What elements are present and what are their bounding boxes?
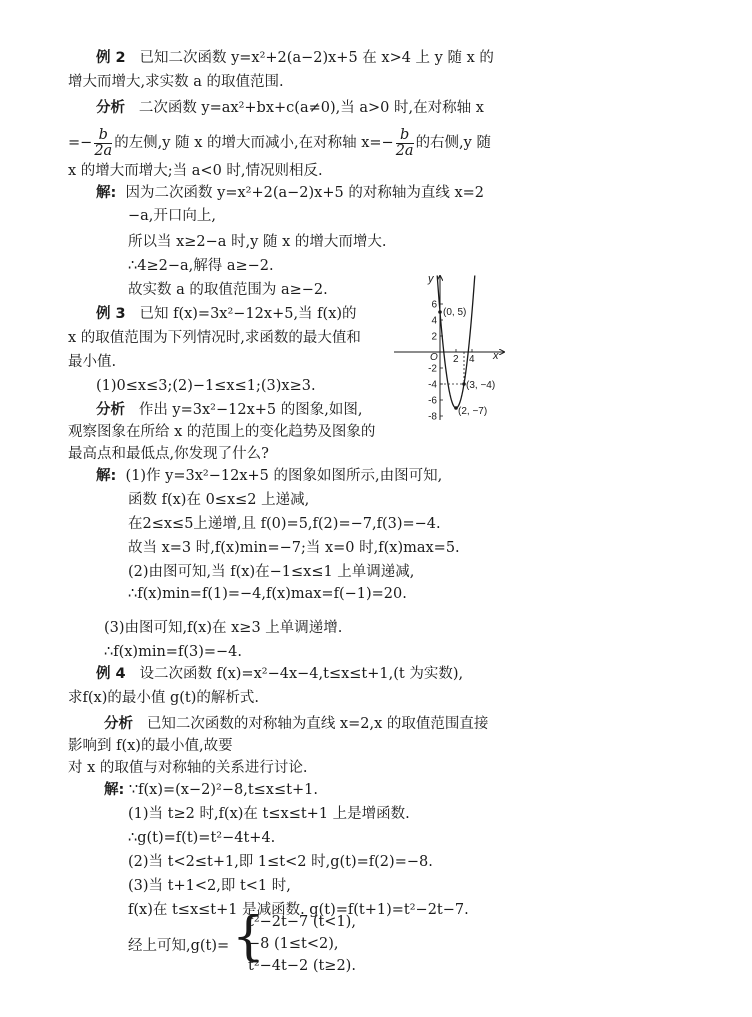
- example-4-q2: 求f(x)的最小值 g(t)的解析式.: [68, 690, 259, 706]
- example-3-s2: 函数 f(x)在 0≤x≤2 上递减,: [128, 492, 310, 508]
- example-3-q2: x 的取值范围为下列情况时,求函数的最大值和: [68, 330, 361, 346]
- example-2-q1: 已知二次函数 y=x²+2(a−2)x+5 在 x>4 上 y 随 x 的: [139, 50, 494, 66]
- y-tick-label: 6: [431, 299, 437, 311]
- example-3-analysis-a3: 最高点和最低点,你发现了什么?: [68, 446, 269, 462]
- example-4-analysis-line-1: [104, 714, 488, 734]
- y-tick-label: -6: [428, 395, 437, 407]
- y-tick-label: -4: [428, 379, 437, 391]
- example-3-s8: ∴f(x)min=f(3)=−4.: [104, 644, 242, 660]
- analysis-a2-post: 的右侧,y 随: [415, 135, 491, 151]
- analysis-label: 分析: [96, 100, 125, 116]
- solution-label: 解:: [96, 468, 117, 484]
- example-4-s6: f(x)在 t≤x≤t+1 是减函数. g(t)=f(t+1)=t²−2t−7.: [128, 902, 469, 918]
- piecewise-case-1: t²−2t−7 (t<1),: [248, 914, 356, 930]
- example-3-q4: (1)0≤x≤3;(2)−1≤x≤1;(3)x≥3.: [96, 378, 316, 394]
- point-label-2-neg7: (2, −7): [458, 406, 488, 417]
- example-3-solution-line-1: [96, 466, 442, 486]
- example-3-s4: 故当 x=3 时,f(x)min=−7;当 x=0 时,f(x)max=5.: [128, 540, 460, 556]
- example-3-q3: 最小值.: [68, 354, 117, 370]
- example-3-s3: 在2≤x≤5上递增,且 f(0)=5,f(2)=−7,f(3)=−4.: [128, 516, 441, 532]
- example-3-s5: (2)由图可知,当 f(x)在−1≤x≤1 上单调递减,: [128, 564, 415, 580]
- example-3-question-line-1: [96, 304, 357, 324]
- piecewise-case-3: t²−4t−2 (t≥2).: [248, 958, 356, 974]
- example-3-analysis-line-1: [96, 400, 362, 420]
- example-2-s2: −a,开口向上,: [128, 208, 217, 224]
- example-3-analysis-a1: 作出 y=3x²−12x+5 的图象,如图,: [138, 402, 363, 418]
- y-axis-label: y: [428, 273, 434, 285]
- example-3-q1: 已知 f(x)=3x²−12x+5,当 f(x)的: [139, 306, 357, 322]
- example-2-s1: 因为二次函数 y=x²+2(a−2)x+5 的对称轴为直线 x=2: [125, 185, 485, 201]
- example-3-s7: (3)由图可知,f(x)在 x≥3 上单调递增.: [104, 620, 343, 636]
- example-4-s3: ∴g(t)=f(t)=t²−4t+4.: [128, 830, 276, 846]
- example-4-s5: (3)当 t+1<2,即 t<1 时,: [128, 878, 291, 894]
- example-4-question-line-1: [96, 664, 463, 684]
- analysis-label: 分析: [96, 402, 125, 418]
- y-tick-label: 4: [431, 315, 437, 327]
- example-2-s3: 所以当 x≥2−a 时,y 随 x 的增大而增大.: [128, 234, 387, 250]
- example-4-s4: (2)当 t<2≤t+1,即 1≤t<2 时,g(t)=f(2)=−8.: [128, 854, 433, 870]
- example-3-s1: (1)作 y=3x²−12x+5 的图象如图所示,由图可知,: [125, 468, 443, 484]
- example-3-s6: ∴f(x)min=f(1)=−4,f(x)max=f(−1)=20.: [128, 586, 407, 602]
- parabola-graph: [392, 266, 516, 426]
- y-tick-label: -2: [428, 363, 437, 375]
- example-4-analysis-a1: 已知二次函数的对称轴为直线 x=2,x 的取值范围直接: [146, 716, 489, 732]
- origin-label: O: [430, 352, 438, 363]
- example-2-analysis-a3: x 的增大而增大;当 a<0 时,情况则相反.: [68, 163, 323, 179]
- example-2-s4: ∴4≥2−a,解得 a≥−2.: [128, 258, 274, 274]
- example-3-label: 例 3: [96, 306, 126, 322]
- example-4-s7: 经上可知,g(t)=: [128, 938, 230, 954]
- example-2-label: 例 2: [96, 50, 126, 66]
- example-4-s1: ∵f(x)=(x−2)²−8,t≤x≤t+1.: [128, 782, 318, 798]
- fraction-b-over-2a-2: [396, 128, 414, 159]
- y-tick-label: 2: [431, 331, 437, 343]
- x-tick-label: 2: [453, 354, 459, 365]
- solution-label: 解:: [96, 185, 117, 201]
- point-label-0-5: (0, 5): [443, 307, 467, 318]
- example-2-analysis-line-1: [96, 98, 484, 118]
- example-4-s2: (1)当 t≥2 时,f(x)在 t≤x≤t+1 上是增函数.: [128, 806, 410, 822]
- example-2-solution-line-1: [96, 183, 484, 203]
- example-4-q1: 设二次函数 f(x)=x²−4x−4,t≤x≤t+1,(t 为实数),: [139, 666, 464, 682]
- y-tick-label: -8: [428, 411, 437, 423]
- example-4-analysis-a3: 对 x 的取值与对称轴的关系进行讨论.: [68, 760, 308, 776]
- analysis-a2-pre: =−: [68, 135, 93, 151]
- fraction-b-over-2a: [94, 128, 112, 159]
- solution-label: 解:: [104, 782, 125, 798]
- example-2-question-line-1: [96, 48, 494, 68]
- point-0-5: [438, 310, 442, 314]
- example-4-analysis-a2: 影响到 f(x)的最小值,故要: [68, 738, 233, 754]
- point-label-3-neg4: (3, −4): [466, 380, 496, 391]
- example-4-label: 例 4: [96, 666, 126, 682]
- fraction-denominator: 2a: [395, 142, 414, 159]
- example-3-analysis-a2: 观察图象在所给 x 的范围上的变化趋势及图象的: [68, 424, 376, 440]
- analysis-a2-mid: 的左侧,y 随 x 的增大而减小,在对称轴 x=−: [114, 135, 394, 151]
- piecewise-brace: {: [232, 907, 266, 967]
- example-2-q2: 增大而增大,求实数 a 的取值范围.: [68, 74, 284, 90]
- analysis-label: 分析: [104, 716, 133, 732]
- example-2-analysis-line-2: [68, 126, 491, 160]
- piecewise-case-2: −8 (1≤t<2),: [248, 936, 339, 952]
- fraction-numerator: b: [396, 128, 414, 144]
- fraction-numerator: b: [94, 128, 112, 144]
- fraction-denominator: 2a: [94, 142, 113, 159]
- x-tick-label: 4: [469, 354, 475, 365]
- x-axis-label: x: [493, 350, 499, 362]
- example-2-s5: 故实数 a 的取值范围为 a≥−2.: [128, 282, 328, 298]
- example-4-solution-line-1: [104, 780, 318, 800]
- example-2-analysis-a1: 二次函数 y=ax²+bx+c(a≠0),当 a>0 时,在对称轴 x: [138, 100, 484, 116]
